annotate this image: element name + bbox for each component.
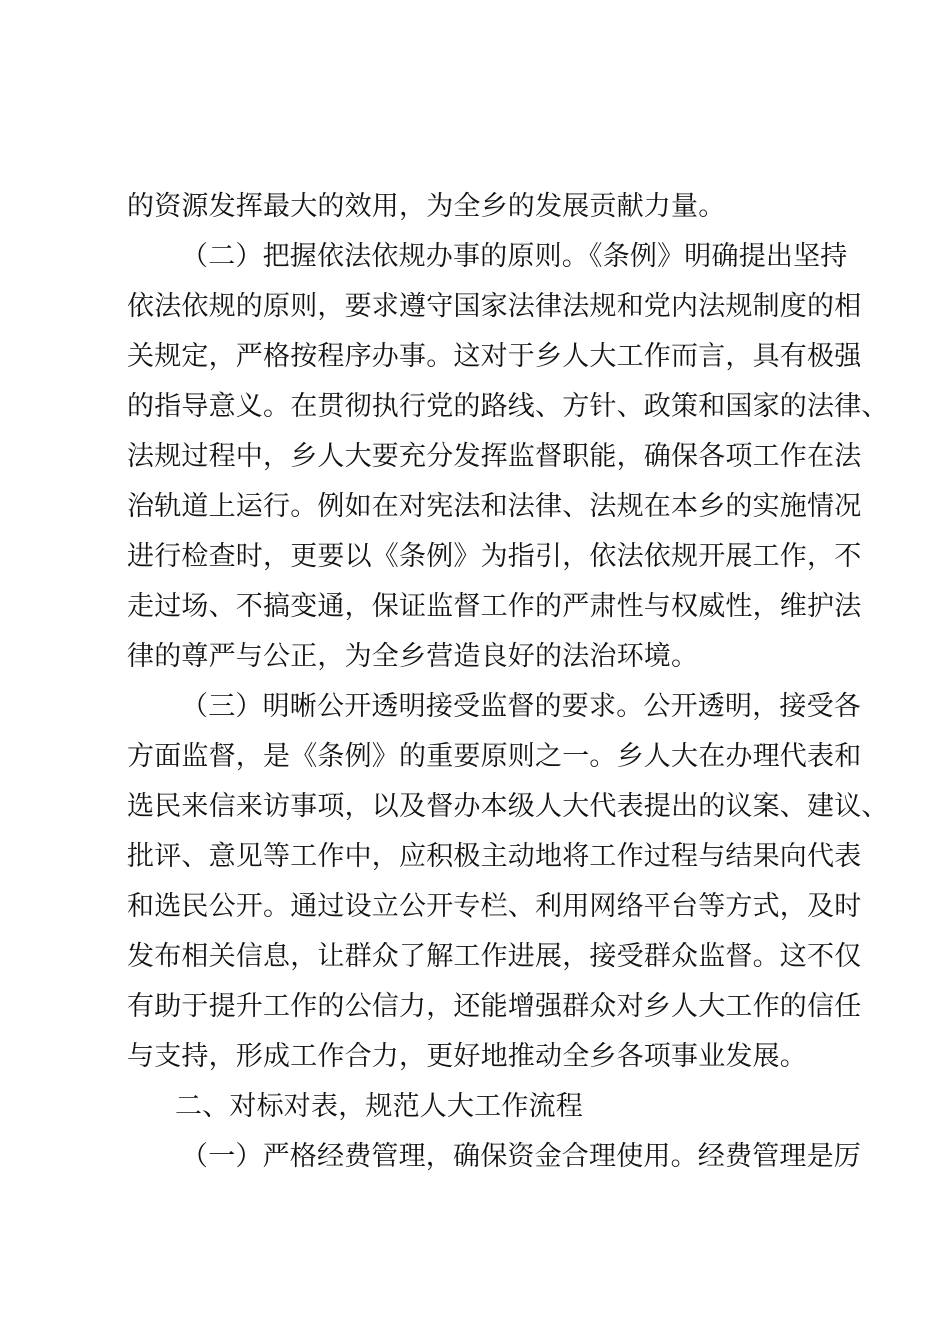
paragraph-line: 发布相关信息，让群众了解工作进展，接受群众监督。这不仅 [127,941,862,972]
document-body [127,182,889,1182]
paragraph-line: （一）严格经费管理，确保资金合理使用。经费管理是厉 [181,1141,861,1172]
paragraph-line: 依法依规的原则，要求遵守国家法律法规和党内法规制度的相 [127,291,862,322]
paragraph-line: 与支持，形成工作合力，更好地推动全乡各项事业发展。 [127,1041,807,1072]
paragraph-line: 关规定，严格按程序办事。这对于乡人大工作而言，具有极强 [127,341,862,372]
paragraph-line: 律的尊严与公正，为全乡营造良好的法治环境。 [127,641,699,672]
paragraph-line: 法规过程中，乡人大要充分发挥监督职能，确保各项工作在法 [127,441,862,472]
paragraph-line: 治轨道上运行。例如在对宪法和法律、法规在本乡的实施情况 [127,491,862,522]
paragraph-line: 的指导意义。在贯彻执行党的路线、方针、政策和国家的法律、 [127,391,889,422]
paragraph-line: （二）把握依法依规办事的原则。《条例》明确提出坚持 [181,241,848,272]
paragraph-line: 批评、意见等工作中，应积极主动地将工作过程与结果向代表 [127,841,862,872]
paragraph-line: 方面监督，是《条例》的重要原则之一。乡人大在办理代表和 [127,741,862,772]
paragraph-line: 走过场、不搞变通，保证监督工作的严肃性与权威性，维护法 [127,591,862,622]
section-heading: 二、对标对表，规范人大工作流程 [175,1091,583,1122]
paragraph-line: 进行检查时，更要以《条例》为指引，依法依规开展工作，不 [127,541,862,572]
paragraph-line: 的资源发挥最大的效用，为全乡的发展贡献力量。 [127,191,726,222]
paragraph-line: （三）明晰公开透明接受监督的要求。公开透明，接受各 [181,691,861,722]
paragraph-line: 和选民公开。通过设立公开专栏、利用网络平台等方式，及时 [127,891,862,922]
paragraph-line: 有助于提升工作的公信力，还能增强群众对乡人大工作的信任 [127,991,862,1022]
paragraph-line: 选民来信来访事项，以及督办本级人大代表提出的议案、建议、 [127,791,889,822]
